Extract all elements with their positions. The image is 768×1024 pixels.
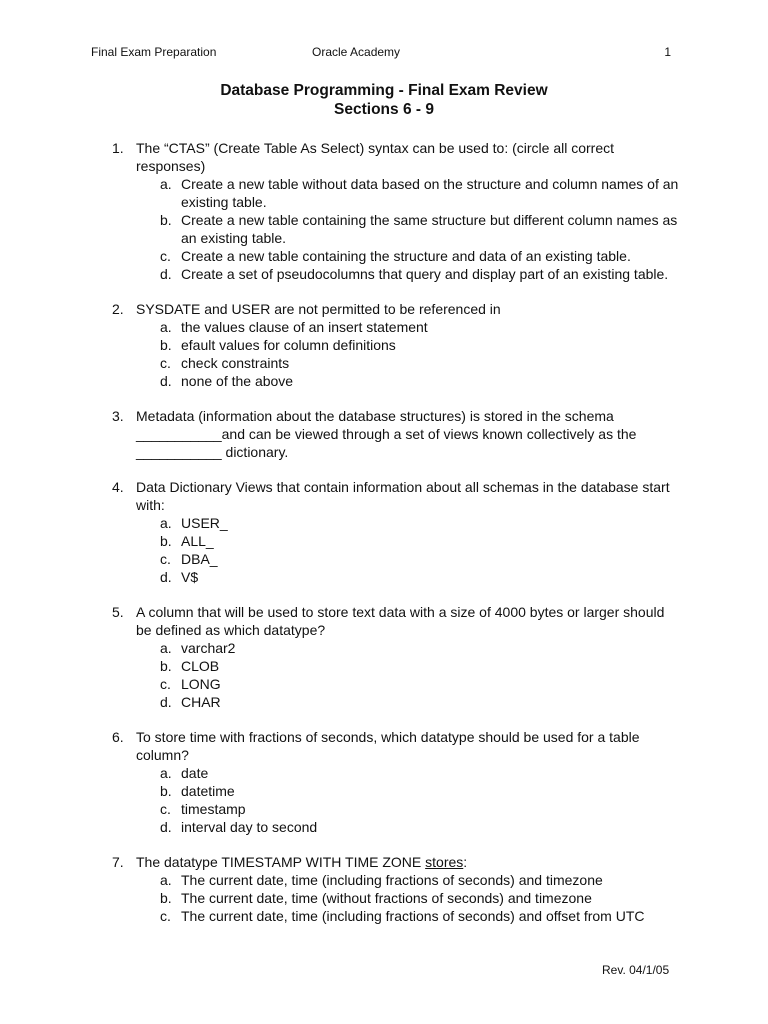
question-text: To store time with fractions of seconds, which datatype should be used for a table column? <box>136 729 640 763</box>
option-letter: c. <box>160 551 171 567</box>
option-text: Create a new table containing the same structure but different column names as an existing table. <box>181 212 678 246</box>
option-text: varchar2 <box>181 640 236 656</box>
option-c <box>136 550 682 568</box>
title-main: Database Programming - Final Exam Review <box>220 82 548 99</box>
header-academy-name: Oracle Academy <box>312 45 401 59</box>
option-letter: d. <box>160 373 172 389</box>
question-number: 1. <box>112 140 124 156</box>
question-text-start: The datatype TIMESTAMP WITH TIME ZONE <box>136 854 426 870</box>
question-number: 5. <box>112 604 124 620</box>
option-text: ALL_ <box>181 533 214 549</box>
question-number: 4. <box>112 479 124 495</box>
option-text: Create a new table containing the structure and data of an existing table. <box>181 248 631 264</box>
option-text: the values clause of an insert statement <box>181 319 428 335</box>
option-letter: c. <box>160 801 171 817</box>
option-text: datetime <box>181 783 235 799</box>
header-page-number: 1 <box>664 45 671 59</box>
option-letter: a. <box>160 872 172 888</box>
question-list <box>112 139 682 925</box>
option-d <box>136 568 682 586</box>
option-b <box>136 657 682 675</box>
question-text: Data Dictionary Views that contain information about all schemas in the database start with: <box>136 479 670 513</box>
option-b <box>136 532 682 550</box>
question-number: 6. <box>112 729 124 745</box>
question-text-end: : <box>463 854 468 870</box>
option-text: The current date, time (including fractions of seconds) and timezone <box>181 872 603 888</box>
option-text: none of the above <box>181 373 294 389</box>
option-text: check constraints <box>181 355 290 371</box>
option-text: timestamp <box>181 801 246 817</box>
option-text: The current date, time (including fractions of seconds) and offset from UTC <box>181 908 645 924</box>
option-b <box>136 782 682 800</box>
option-letter: d. <box>160 694 172 710</box>
option-letter: a. <box>160 319 172 335</box>
question-4 <box>112 478 682 586</box>
header-course-title: Final Exam Preparation <box>91 45 217 59</box>
option-c <box>136 247 682 265</box>
option-letter: b. <box>160 337 172 353</box>
question-7 <box>112 853 682 925</box>
question-number: 7. <box>112 854 124 870</box>
option-text: Create a set of pseudocolumns that query and display part of an existing table. <box>181 266 669 282</box>
option-b <box>136 336 682 354</box>
question-text: A column that will be used to store text data with a size of 4000 bytes or larger should be defined as which datatype? <box>136 604 665 638</box>
option-a <box>136 871 682 889</box>
option-d <box>136 265 682 283</box>
option-a <box>136 764 682 782</box>
option-d <box>136 693 682 711</box>
option-letter: d. <box>160 266 172 282</box>
option-text: CHAR <box>181 694 221 710</box>
option-text: V$ <box>181 569 199 585</box>
option-letter: b. <box>160 533 172 549</box>
page-header <box>91 45 671 63</box>
option-text: The current date, time (without fractions of seconds) and timezone <box>181 890 592 906</box>
option-a <box>136 175 682 211</box>
question-number: 2. <box>112 301 124 317</box>
option-letter: d. <box>160 569 172 585</box>
option-text: efault values for column definitions <box>181 337 396 353</box>
question-text <box>136 853 682 871</box>
option-letter: a. <box>160 176 172 192</box>
question-text: SYSDATE and USER are not permitted to be referenced in <box>136 301 501 317</box>
option-letter: a. <box>160 765 172 781</box>
option-letter: c. <box>160 676 171 692</box>
option-text: Create a new table without data based on the structure and column names of an existing table. <box>181 176 679 210</box>
option-letter: b. <box>160 658 172 674</box>
option-b <box>136 211 682 247</box>
option-a <box>136 639 682 657</box>
option-b <box>136 889 682 907</box>
option-c <box>136 675 682 693</box>
option-text: CLOB <box>181 658 220 674</box>
option-letter: b. <box>160 890 172 906</box>
title-sections: Sections 6 - 9 <box>334 101 434 118</box>
question-2 <box>112 300 682 390</box>
question-5 <box>112 603 682 711</box>
option-c <box>136 907 682 925</box>
option-text: USER_ <box>181 515 228 531</box>
revision-date: Rev. 04/1/05 <box>602 963 670 977</box>
question-1 <box>112 139 682 283</box>
option-letter: c. <box>160 248 171 264</box>
option-letter: d. <box>160 819 172 835</box>
question-number: 3. <box>112 408 124 424</box>
question-3 <box>112 407 682 461</box>
question-text: The “CTAS” (Create Table As Select) syntax can be used to: (circle all correct responses) <box>136 140 615 174</box>
option-letter: c. <box>160 355 171 371</box>
option-letter: b. <box>160 212 172 228</box>
option-d <box>136 372 682 390</box>
option-c <box>136 354 682 372</box>
document-title <box>0 81 768 119</box>
question-text: Metadata (information about the database structures) is stored in the schema ___________and can be viewed through a set of views known collectively as the ___________ dictionary. <box>136 408 637 460</box>
option-text: LONG <box>181 676 221 692</box>
option-text: DBA_ <box>181 551 218 567</box>
option-letter: c. <box>160 908 171 924</box>
option-letter: a. <box>160 515 172 531</box>
option-letter: a. <box>160 640 172 656</box>
option-c <box>136 800 682 818</box>
option-text: date <box>181 765 209 781</box>
option-a <box>136 318 682 336</box>
underlined-word: stores <box>425 854 464 870</box>
option-a <box>136 514 682 532</box>
option-letter: b. <box>160 783 172 799</box>
question-6 <box>112 728 682 836</box>
option-d <box>136 818 682 836</box>
option-text: interval day to second <box>181 819 318 835</box>
